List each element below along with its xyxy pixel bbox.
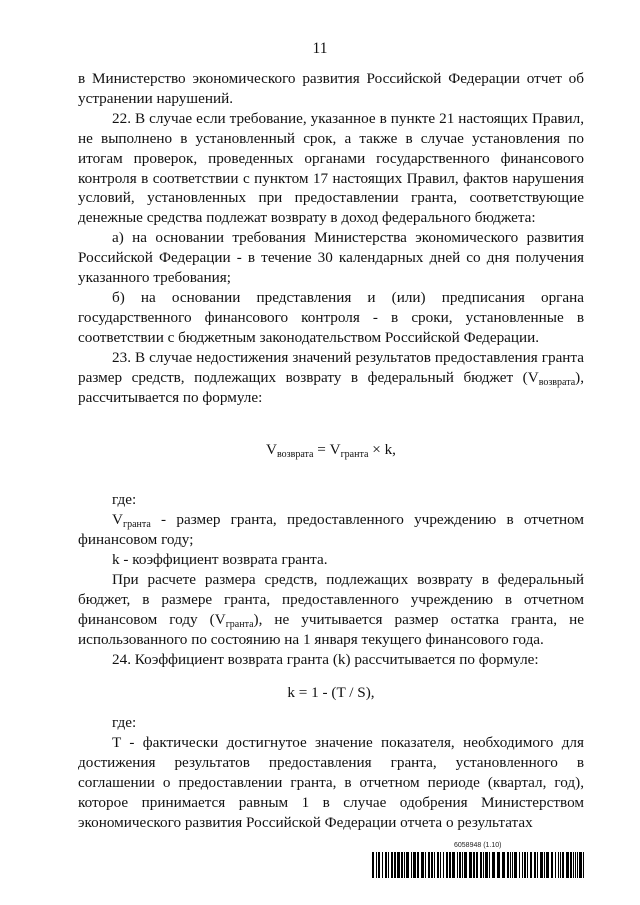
paragraph: [78, 510, 584, 550]
barcode-bar: [446, 852, 448, 878]
barcode-bar: [437, 852, 439, 878]
barcode-bar: [457, 852, 458, 878]
barcode-bar: [406, 852, 409, 878]
text: 23. В случае недостижения значений результатов предоставления гранта размер средств, подлежащих возврату в федеральный бюджет (V: [78, 348, 584, 386]
text: При расчете размера средств, подлежащих возврату в федеральный бюджет, в размере гранта, предоставленного учреждению в отчетном финансовом году (V: [78, 570, 584, 628]
text: - размер гранта, предоставленного учреждению в отчетном финансовом году;: [78, 511, 584, 549]
barcode-bar: [540, 852, 543, 878]
barcode-bar: [560, 852, 561, 878]
barcode-bar: [489, 852, 490, 878]
barcode-bar: [492, 852, 495, 878]
paragraph: [78, 348, 584, 408]
text: V: [112, 511, 123, 529]
barcode-bar: [385, 852, 387, 878]
barcode-bar: [391, 852, 393, 878]
subscript: гранта: [122, 519, 151, 531]
text: ), рассчитывается по формуле:: [78, 368, 584, 406]
barcode-bar: [522, 852, 523, 878]
text: = V: [313, 441, 341, 459]
barcode-bar: [413, 852, 416, 878]
formula: [78, 683, 584, 703]
barcode-bar: [519, 852, 520, 878]
barcode-bar: [583, 852, 584, 878]
barcode-bar: [570, 852, 572, 878]
paragraph: [78, 228, 584, 288]
text: б) на основании представления и (или) предписания органа государственного финансового контроля - в сроки, установленные в соответствии с бюджетным законодательством Российской Федерации.: [78, 288, 584, 346]
barcode-bar: [514, 852, 517, 878]
text: ), не учитывается размер остатка гранта, не использованного по состоянию на 1 января текущего финансового года.: [78, 610, 584, 648]
barcode-bar: [443, 852, 444, 878]
barcode-bar: [512, 852, 513, 878]
barcode-bar: [473, 852, 475, 878]
barcode-bar: [480, 852, 482, 878]
paragraph: [78, 288, 584, 348]
text: а) на основании требования Министерства экономического развития Российской Федерации - в течение 30 календарных дней со дня получения указанного требования;: [78, 229, 584, 287]
barcode-bar: [421, 852, 424, 878]
barcode-bar: [434, 852, 435, 878]
barcode-bar: [452, 852, 455, 878]
barcode-bar: [507, 852, 509, 878]
barcode-bar: [428, 852, 430, 878]
text: × k,: [368, 441, 396, 459]
barcode-bar: [431, 852, 433, 878]
text: T - фактически достигнутое значение показателя, необходимого для достижения результатов предоставления гранта, установленного в соглашении о предоставлении гранта, в отчетном периоде (квартал, год), которое принимается равным 1 в случае одобрения Министерством экономического развития Российской Федерации отчета о результатах: [78, 734, 584, 831]
paragraph: [78, 650, 584, 670]
barcode-bar: [534, 852, 536, 878]
text: V: [266, 441, 277, 459]
page-number: 11: [312, 40, 328, 57]
barcode-bar: [546, 852, 549, 878]
barcode-bar: [388, 852, 389, 878]
barcode-bar: [527, 852, 528, 878]
barcode-bar: [577, 852, 578, 878]
barcode-bar: [483, 852, 484, 878]
subscript: возврата: [538, 376, 576, 388]
barcode-bar: [464, 852, 467, 878]
subscript: возврата: [277, 449, 314, 461]
barcode-bar: [502, 852, 505, 878]
barcode-image: [372, 852, 584, 878]
barcode-bar: [558, 852, 559, 878]
barcode-bar: [449, 852, 451, 878]
barcode-bar: [401, 852, 403, 878]
barcode-bar: [462, 852, 463, 878]
barcode-bar: [404, 852, 405, 878]
barcode-bar: [376, 852, 377, 878]
barcode-bar: [510, 852, 511, 878]
barcode-bar: [476, 852, 478, 878]
where-label: [112, 713, 584, 733]
document-body: [78, 69, 584, 833]
text: где:: [112, 491, 137, 509]
barcode-bar: [485, 852, 488, 878]
barcode-bar: [551, 852, 553, 878]
barcode-code: 6058948 (1.10): [454, 842, 502, 849]
text: 24. Коэффициент возврата гранта (k) рассчитывается по формуле:: [112, 650, 539, 668]
barcode-bar: [425, 852, 426, 878]
barcode-bar: [573, 852, 574, 878]
subscript: гранта: [225, 618, 254, 630]
paragraph: [78, 109, 584, 228]
barcode-bar: [417, 852, 419, 878]
paragraph: [78, 733, 584, 833]
barcode-bar: [378, 852, 380, 878]
text: k = 1 - (T / S),: [287, 684, 375, 702]
subscript: гранта: [340, 449, 369, 461]
barcode-bar: [566, 852, 569, 878]
barcode-bar: [562, 852, 564, 878]
barcode-bar: [537, 852, 538, 878]
barcode-bar: [411, 852, 412, 878]
barcode-bar: [524, 852, 526, 878]
barcode-bar: [459, 852, 461, 878]
text: 22. В случае если требование, указанное в пункте 21 настоящих Правил, не выполнено в установленный срок, а также в случае установления по итогам проверок, проведенных органами государственного финансового контроля в соответствии с пунктом 17 настоящих Правил, фактов нарушения условий, установленных при предоставлении гранта, соответствующие денежные средства подлежат возврату в доход федерального бюджета:: [78, 109, 584, 227]
barcode-bar: [530, 852, 532, 878]
barcode-bar: [440, 852, 441, 878]
barcode-bar: [575, 852, 576, 878]
barcode-bar: [469, 852, 472, 878]
text: k - коэффициент возврата гранта.: [112, 551, 328, 569]
paragraph: [78, 550, 584, 570]
barcode-bar: [544, 852, 545, 878]
barcode-bar: [497, 852, 500, 878]
barcode-bar: [394, 852, 396, 878]
barcode-bar: [579, 852, 582, 878]
text: в Министерство экономического развития Российской Федерации отчет об устранении нарушений.: [78, 70, 584, 107]
paragraph: [78, 69, 584, 109]
where-label: [112, 490, 584, 510]
formula: [78, 440, 584, 460]
barcode-bar: [397, 852, 400, 878]
barcode-bar: [382, 852, 383, 878]
paragraph: [78, 570, 584, 650]
text: где:: [112, 714, 137, 732]
barcode-bar: [372, 852, 374, 878]
barcode-bar: [555, 852, 556, 878]
